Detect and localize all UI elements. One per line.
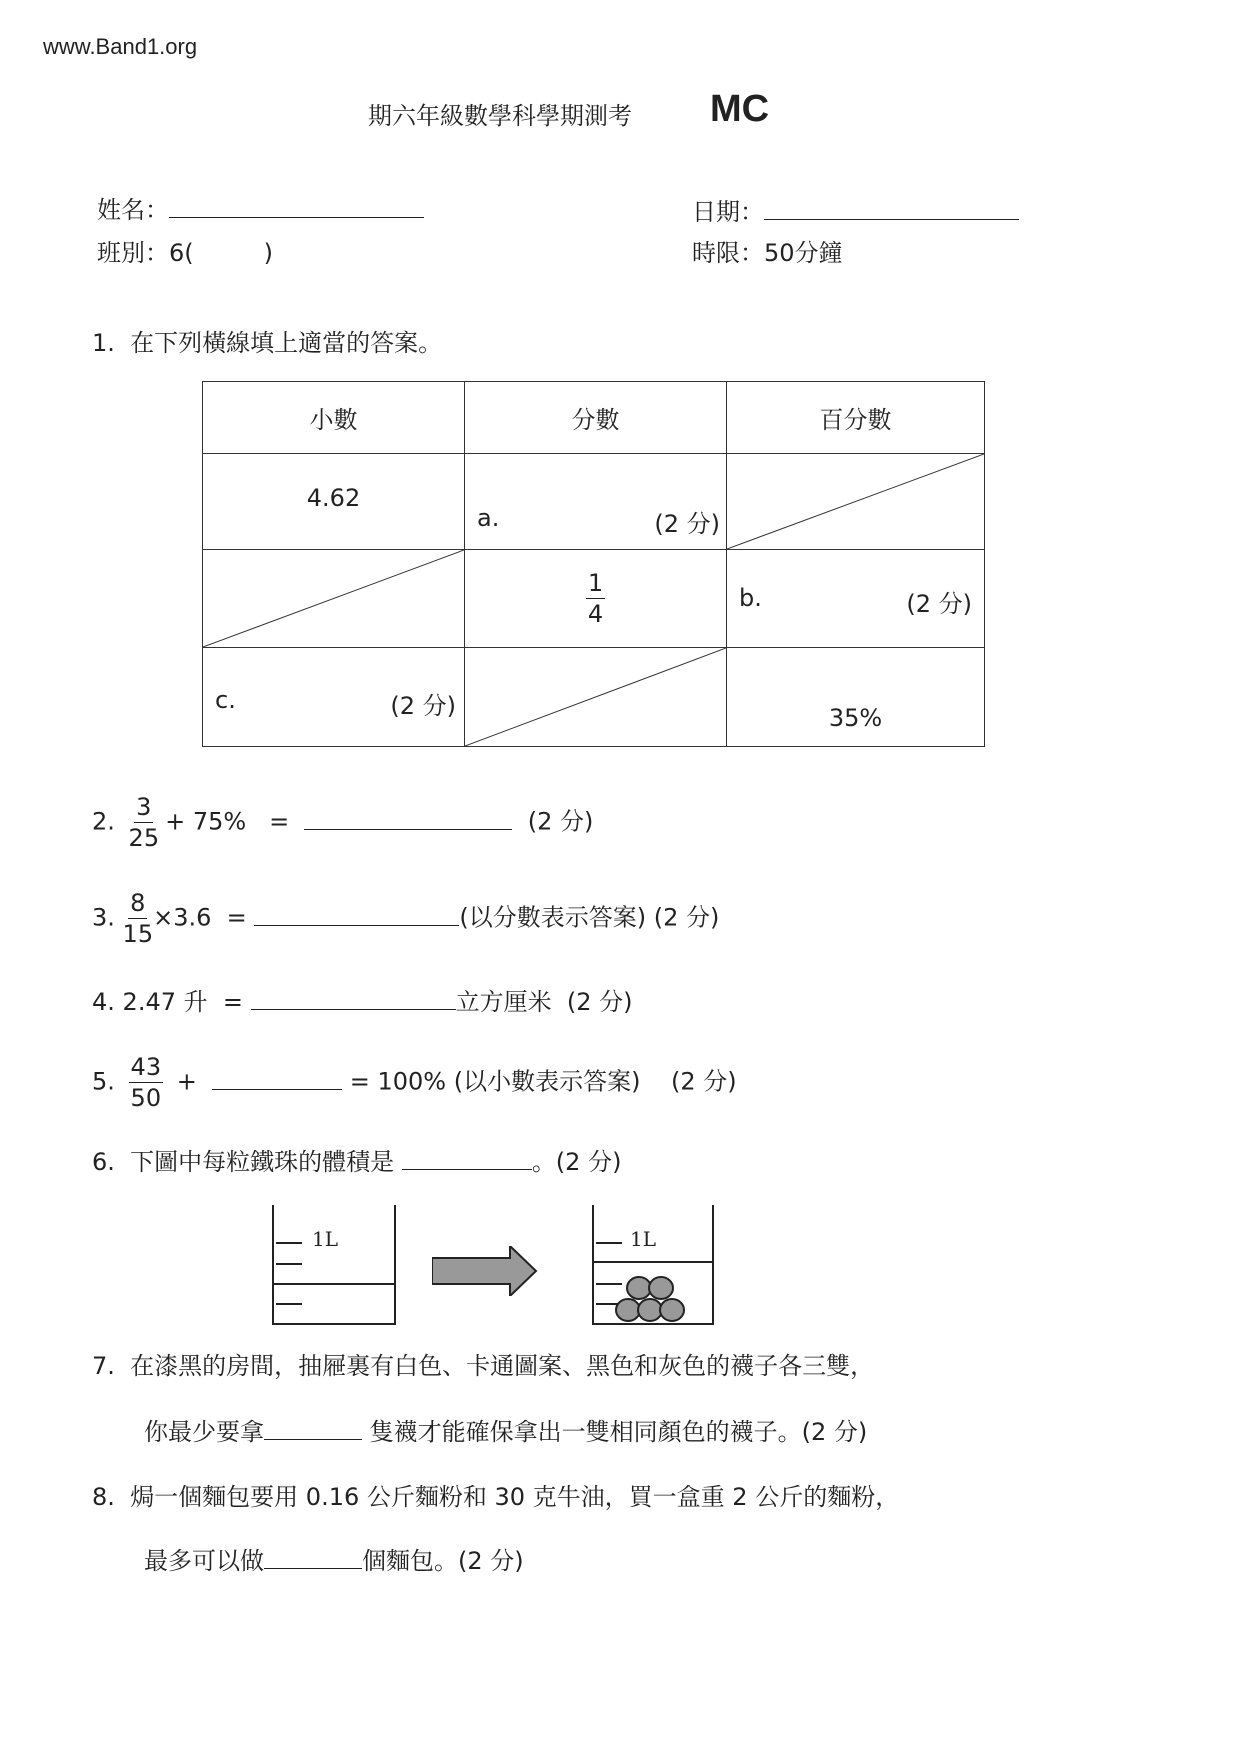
exam-title: 期六年級數學科學期測考 [368,102,632,130]
label-1l: 1L [312,1227,339,1251]
q3-note: (以分數表示答案) (2 分) [459,903,720,932]
label-c: c. [215,686,236,714]
denominator: 15 [122,920,154,948]
q4-answer-blank[interactable] [251,987,456,1010]
beaker-after [592,1205,714,1325]
class-field[interactable] [97,233,273,268]
q6-number: 6. [92,1148,115,1176]
q8-line2-pre: 最多可以做 [144,1547,264,1575]
answer-a-cell[interactable] [465,454,727,550]
q7-line1: 在漆黑的房間，抽屜裏有白色、卡通圖案、黑色和灰色的襪子各三雙， [130,1352,875,1380]
question-8-line2 [144,1541,524,1576]
question-3 [92,888,719,949]
time-limit: 時限：50分鐘 [692,239,843,267]
q3-answer-blank[interactable] [254,903,459,926]
header-percent: 百分數 [727,382,985,454]
q8-line2-post: 個麵包。(2 分) [362,1547,524,1575]
question-6 [92,1142,621,1177]
title-mark: MC [710,88,770,130]
denominator: 25 [128,824,160,852]
q4-expression: 2.47 升 = [122,988,243,1016]
conversion-table [202,381,985,747]
cell-percent-35: 35% [727,648,985,747]
q3-number: 3. [92,903,115,932]
name-field[interactable] [97,190,424,225]
q4-number: 4. [92,988,115,1016]
q1-number: 1. [92,329,115,357]
beaker-before [272,1205,396,1325]
cell-decimal-4.62: 4.62 [203,454,465,550]
q8-number: 8. [92,1483,115,1511]
q2-answer-blank[interactable] [304,807,512,830]
numerator: 1 [587,569,604,597]
cell-fraction-1-4 [465,550,727,648]
q7-answer-blank[interactable] [264,1417,362,1440]
label-a: a. [477,504,500,532]
marks-c: (2 分) [390,692,456,720]
q8-answer-blank[interactable] [264,1546,362,1569]
crossed-cell [203,550,465,648]
q5-number: 5. [92,1067,115,1096]
q5-marks: (2 分) [670,1067,737,1096]
q1-text [92,323,442,358]
q1-instruction: 在下列橫線填上適當的答案。 [130,329,443,357]
q2-marks: (2 分) [527,807,594,836]
q7-line2-pre: 你最少要拿 [144,1418,264,1446]
crossed-cell [465,648,727,747]
question-8 [92,1477,899,1512]
label-1l: 1L [630,1227,657,1251]
label-b: b. [739,584,762,612]
question-2 [92,792,593,853]
iron-balls-icon [614,1275,704,1323]
q5-expression: = 100% (以小數表示答案) [349,1067,641,1096]
numerator: 8 [130,889,146,917]
q2-expression: + 75% = [165,807,290,836]
name-label: 姓名： [97,196,169,224]
q7-number: 7. [92,1352,115,1380]
class-close: ) [263,239,274,267]
marks-a: (2 分) [654,510,720,538]
arrow-icon [432,1246,542,1300]
q6-marks: 。(2 分) [531,1148,622,1176]
question-4 [92,982,633,1017]
answer-b-cell[interactable] [727,550,985,648]
q5-plus: + [176,1067,197,1096]
q5-answer-blank[interactable] [212,1067,342,1090]
q6-text: 下圖中每粒鐵珠的體積是 [130,1148,395,1176]
numerator: 43 [130,1053,162,1081]
question-7-line2 [144,1412,867,1447]
watermark: www.Band1.org [43,34,198,59]
q3-expression: ×3.6 = [153,903,247,932]
date-field[interactable] [692,192,1019,227]
crossed-cell [727,454,985,550]
marks-b: (2 分) [906,590,972,618]
water-level [274,1283,394,1285]
header-decimal: 小數 [203,382,465,454]
numerator: 3 [136,793,152,821]
q2-number: 2. [92,807,115,836]
denominator: 50 [130,1084,162,1112]
question-7 [92,1346,874,1381]
q4-unit: 立方厘米 (2 分) [455,988,633,1016]
q8-line1: 焗一個麵包要用 0.16 公斤麵粉和 30 克牛油，買一盒重 2 公斤的麵粉， [130,1483,900,1511]
answer-c-cell[interactable] [203,648,465,747]
question-5 [92,1052,737,1113]
q6-answer-blank[interactable] [402,1147,532,1170]
q7-line2-post: 隻襪才能確保拿出一雙相同顏色的襪子。(2 分) [369,1418,868,1446]
header-fraction: 分數 [465,382,727,454]
water-level [594,1261,712,1263]
date-label: 日期： [692,198,764,226]
class-label: 班別：6( [97,239,194,267]
denominator: 4 [587,600,604,628]
